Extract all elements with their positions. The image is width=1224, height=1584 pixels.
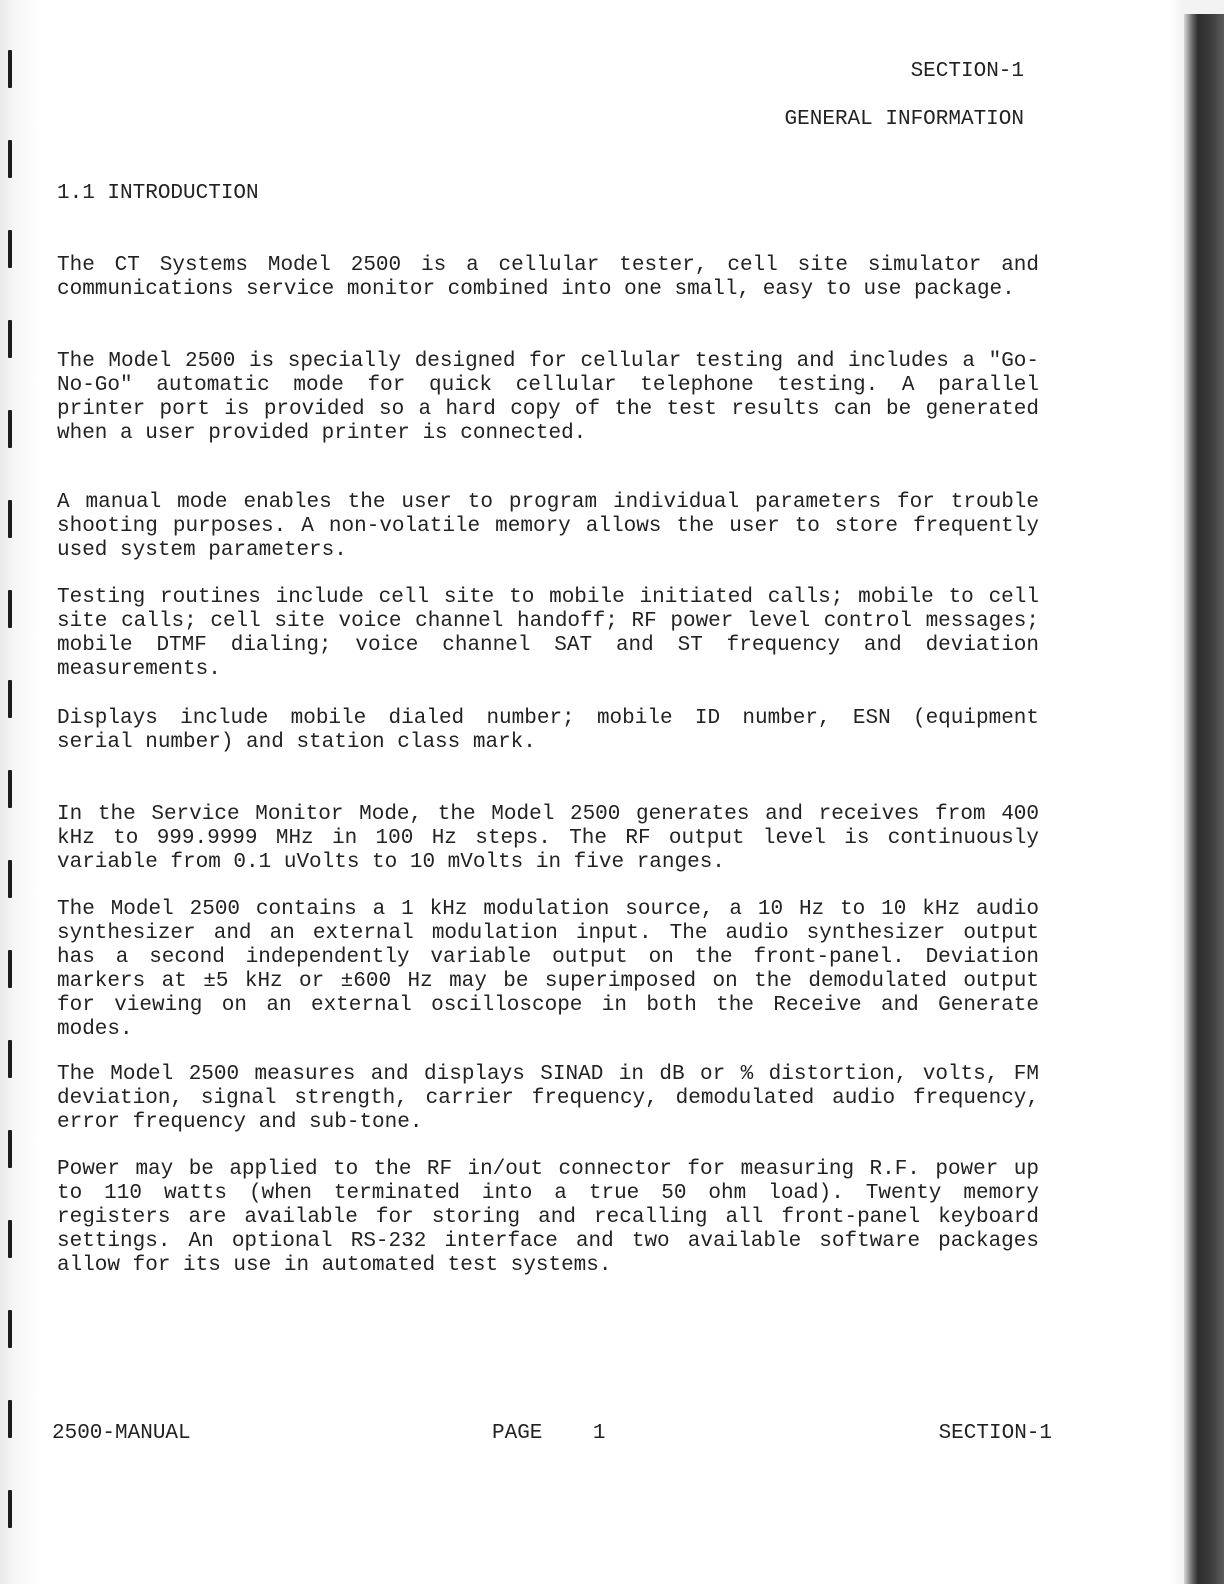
binder-mark (8, 950, 12, 988)
paragraph-cellular-testing: The Model 2500 is specially designed for cellular testing and includes a "Go-No-Go" automatic mode for quick cellular telephone testing. A parallel printer port is provided so a hard copy of the test results can be generated when a user provided printer is connected. (57, 350, 1039, 445)
binder-mark (8, 1310, 12, 1348)
binder-mark (8, 770, 12, 808)
binder-mark (8, 1400, 12, 1438)
binder-mark (8, 1220, 12, 1258)
binder-mark (8, 1040, 12, 1078)
footer-section: SECTION-1 (938, 1422, 1052, 1445)
binder-mark (8, 140, 12, 178)
footer-page-label: PAGE (492, 1422, 543, 1445)
binder-mark (8, 680, 12, 718)
section-label: SECTION-1 (910, 60, 1024, 83)
paragraph-manual-mode: A manual mode enables the user to program individual parameters for trouble shooting purposes. A non-volatile memory allows the user to store frequently used system parameters. (57, 491, 1039, 562)
paragraph-testing-routines: Testing routines include cell site to mobile initiated calls; mobile to cell site calls; cell site voice channel handoff; RF power level control messages; mobile DTMF dialing; voice channel SAT and ST frequency and deviation measurements. (57, 586, 1039, 681)
intro-heading: 1.1 INTRODUCTION (57, 182, 259, 205)
paragraph-measurements: The Model 2500 measures and displays SINAD in dB or % distortion, volts, FM deviation, signal strength, carrier frequency, demodulated audio frequency, error frequency and sub-tone. (57, 1063, 1039, 1134)
paragraph-modulation: The Model 2500 contains a 1 kHz modulation source, a 10 Hz to 10 kHz audio synthesizer and an external modulation input. The audio synthesizer output has a second independently variable output on the front-panel. Deviation markers at ±5 kHz or ±600 Hz may be superimposed on the demodulated output for viewing on an external oscilloscope in both the Receive and Generate modes. (57, 898, 1039, 1041)
binder-mark (8, 500, 12, 538)
binder-mark (8, 320, 12, 358)
section-title: GENERAL INFORMATION (784, 108, 1024, 131)
paragraph-service-monitor: In the Service Monitor Mode, the Model 2500 generates and receives from 400 kHz to 999.9999 MHz in 100 Hz steps. The RF output level is continuously variable from 0.1 uVolts to 10 mVolts in five ranges. (57, 803, 1039, 874)
binder-mark (8, 860, 12, 898)
binder-mark (8, 1130, 12, 1168)
paragraph-power: Power may be applied to the RF in/out connector for measuring R.F. power up to 110 watts (when terminated into a true 50 ohm load). Twenty memory registers are available for storing and recalling all front-panel keyboard settings. An optional RS-232 interface and two available software packages allow for its use in automated test systems. (57, 1158, 1039, 1277)
binder-mark (8, 230, 12, 268)
binder-marks (8, 50, 14, 1570)
footer-page-number: 1 (592, 1422, 606, 1445)
footer-page (492, 1422, 605, 1445)
binding-shadow (1184, 14, 1224, 1584)
binder-mark (8, 1490, 12, 1528)
paragraph-overview: The CT Systems Model 2500 is a cellular tester, cell site simulator and communications service monitor combined into one small, easy to use package. (57, 254, 1039, 301)
binder-mark (8, 410, 12, 448)
binder-mark (8, 590, 12, 628)
paragraph-displays: Displays include mobile dialed number; mobile ID number, ESN (equipment serial number) and station class mark. (57, 707, 1039, 754)
binder-mark (8, 50, 12, 88)
footer-manual: 2500-MANUAL (52, 1422, 191, 1445)
